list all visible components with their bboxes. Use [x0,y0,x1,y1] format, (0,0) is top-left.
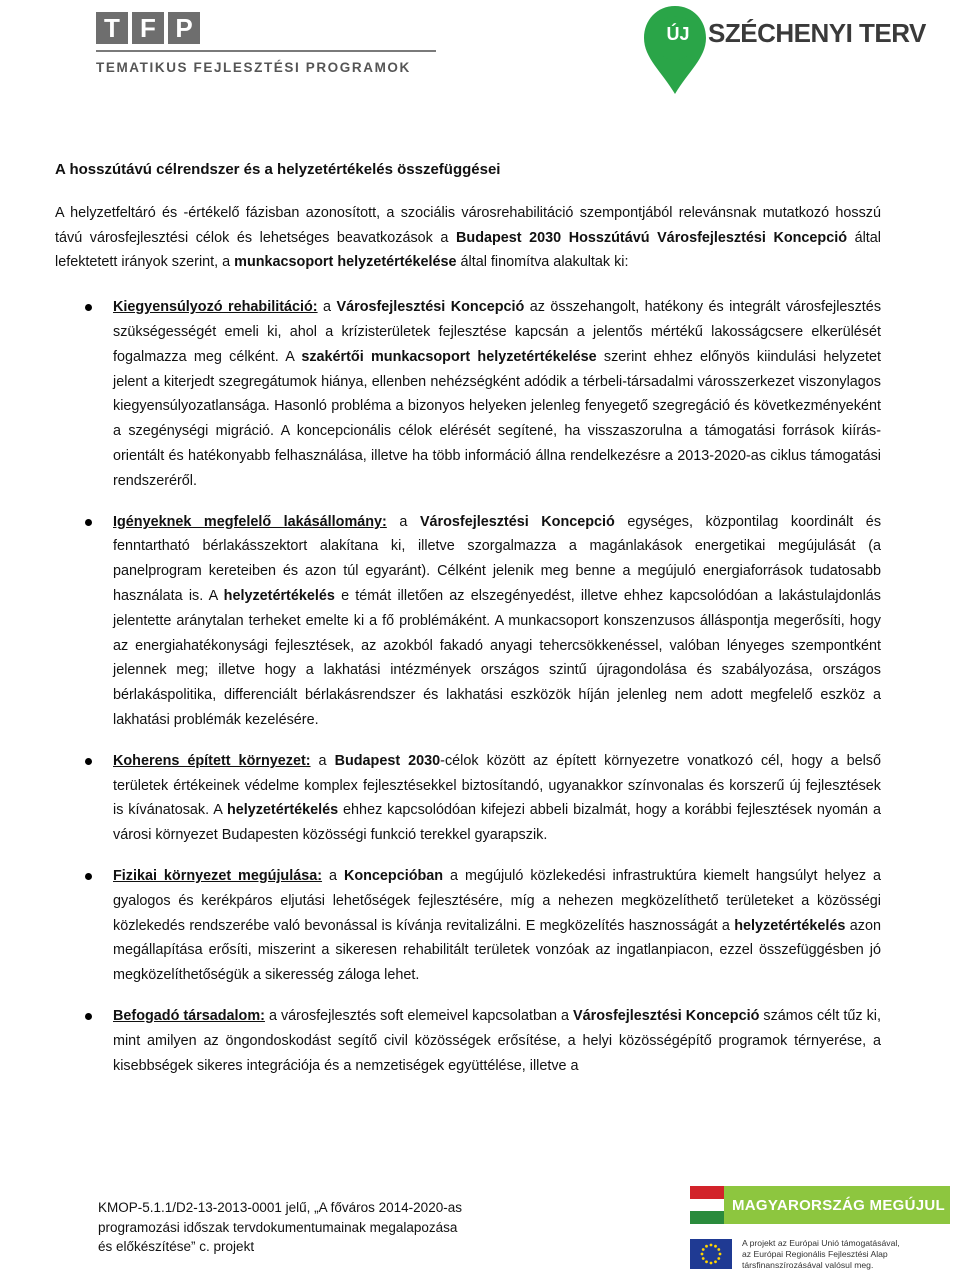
objective-bold: helyzetértékelés [223,587,335,604]
objective-item [55,864,881,988]
objective-item [55,295,881,493]
eu-line: A projekt az Európai Unió támogatásával, [742,1237,900,1248]
eu-funding-notice [690,1232,958,1276]
footer-line: programozási időszak tervdokumentumainak megalapozása [98,1219,458,1235]
tfp-subtitle: TEMATIKUS FEJLESZTÉSI PROGRAMOK [96,50,436,75]
objective-text: szerint ehhez előnyös kiindulási helyzetet jelent a kiterjedt szegregátumok hiánya, ellenben nehézségként adódik a térbeli-társadalmi városszerkezet viszonylagos kiegyensúlyozatlansága. Hasonló probléma a bizonyos helyeken jelenleg fenyegető szegregáció és következményeként a szegénységi migráció. A koncepcionális célok elérését segítené, ha visszaszorulna a támogatási források kiírás-orientált és hatékonyabb felhasználása, illetve ha több információ állna rendelkezésre a 2013-2020-as ciklus támogatási rendszeréről. [113,348,882,489]
objective-text: a [317,299,337,316]
objective-text: e témát illetően az elszegényedést, illetve ehhez kapcsolódóan a lakástulajdonlás jelentette aránytalan terheket emelte ki a fő problémáként. A munkacsoport konszenzusos álláspontja megerősíti, hogy az energiahatékonysági fejlesztések, az azokból fakadó anyagi tehercsökkenéssel, valóban lényeges szempontként jelennek meg; illetve hogy a lakhatási intézmények országos szintű újragondolása és szabályozása, országos bérlakáspolitika, differenciált bérlakásrendszer és lakhatási eszközök híján jelenleg nem adott megfelelő eszköz a lakhatási problémák kezelésére. [113,587,881,728]
szechenyi-name: SZÉCHENYI TERV [708,18,926,48]
intro-text-3: által finomítva alakultak ki: [456,254,629,271]
objective-text: a [322,867,344,884]
objective-bold: Városfejlesztési Koncepció [573,1007,760,1024]
footer-line: és előkészítése” c. projekt [98,1239,255,1254]
bullet-icon [85,1013,92,1020]
magyarorszag-megujul-logo [690,1186,950,1224]
objective-text: azon megállapítása erősíti, miszerint a sikeresen rehabilitált területek vonzóak az ingatlanpiacon, ezzel összefüggésben jó megközelíthetőségük a sikeresség záloga lehet. [113,917,881,984]
objective-bold: szakértői munkacsoport helyzetértékelése [301,348,597,365]
objective-bold: Budapest 2030 [334,752,441,769]
objective-bold: Városfejlesztési Koncepció [419,513,615,530]
objective-bold: Városfejlesztési Koncepció [336,299,525,316]
objective-item [55,749,881,848]
objective-heading: Befogadó társadalom: [113,1007,265,1024]
objective-text: -célok között az épített környezetre vonatkozó cél, hogy a belső területek értékeinek védelme komplex fejlesztésekkel biztosítandó, ugyanakkor színvonalas és korszerű új fejlesztések is kívánatosak. A [113,752,882,819]
objective-text: a [386,513,420,530]
objective-item [55,1004,881,1078]
footer-line: KMOP-5.1.1/D2-13-2013-0001 jelű, „A főváros 2014-2020-as [98,1200,462,1215]
objective-text: az összehangolt, hatékony és integrált városfejlesztés szükségességét emeli ki, ahol a krízisterületek fejlesztése kapcsán a jelentős mértékű lakosságcsere elkerülését fogalmazza meg célként. A [113,299,882,365]
objective-text: a városfejlesztés soft elemeivel kapcsolatban a [264,1007,573,1024]
intro-text-2: által lefektetett irányok szerint, a [55,229,881,271]
objective-text: ehhez kapcsolódóan kifejezi abbeli bizalmát, hogy a korábbi fejlesztések nyomán a városi környezet Budapesten közösségi funkció terekkel gyarapszik. [113,802,881,844]
objective-text: a [310,752,335,769]
eu-flag-icon [690,1239,732,1269]
objective-heading: Fizikai környezet megújulása: [113,867,323,884]
intro-bold-1: Budapest 2030 Hosszútávú Városfejlesztési Koncepció [456,229,848,246]
bullet-icon [85,873,92,880]
magyarorszag-megujul-label: MAGYARORSZÁG MEGÚJUL [724,1186,950,1224]
page-header [0,0,960,110]
objective-item [55,510,881,733]
szechenyi-pin-icon [640,2,710,98]
bullet-icon [85,758,92,765]
objective-text: egységes, központilag koordinált és fenntartható bérlakásszektort alakítana ki, illetve szorgalmazza a magánlakások energetikai megújulását (a panelprogram kereteiben és azon túl egyaránt). Célként jelenik meg benne a megújuló energiaforrások tudatosabb használata is. A [113,513,882,604]
eu-line: az Európai Regionális Fejlesztési Alap [742,1248,888,1259]
eu-funding-text [742,1238,900,1271]
tfp-letter-row [96,12,436,44]
intro-text-1: A helyzetfeltáró és -értékelő fázisban azonosított, a szociális városrehabilitáció szempontjából relevánsnak mutatkozó hosszú távú városfejlesztési célok és lehetséges beavatkozások a [55,204,881,246]
intro-paragraph [55,201,881,275]
szechenyi-terv-logo [640,2,960,102]
objective-text: a megújuló közlekedési infrastruktúra kiemelt hangsúlyt helyez a gyalogos és kerékpáros eljutási lehetőségek fejlesztésére, míg a nehezen megközelíthető területeket a közösségi közlekedés rendszerébe való bevonással is kívánja revitalizálni. E megközelítés hasznosságát a [113,867,882,934]
intro-bold-2: munkacsoport helyzetértékelése [234,254,457,271]
objective-heading: Koherens épített környezet: [113,752,311,769]
eu-line: társfinanszírozásával valósul meg. [742,1259,874,1270]
objective-bold: Koncepcióban [343,867,444,884]
objective-heading: Kiegyensúlyozó rehabilitáció: [113,299,318,316]
objective-list [55,295,881,1078]
objective-text: számos célt tűz ki, mint amilyen az öngondoskodást segítő civil közösségek erősítése, a helyi közösségépítő programok térnyerése, a kisebbségek sikeres integrációja és a nemzetiségek együttélése, illetve a [113,1007,881,1074]
hungarian-flag-icon [690,1186,724,1224]
objective-bold: helyzetértékelés [734,917,846,934]
tfp-letter-f: F [132,12,164,44]
project-footer [98,1198,538,1257]
section-title: A hosszútávú célrendszer és a helyzetértékelés összefüggései [55,161,501,178]
tfp-logo [96,12,436,75]
szechenyi-badge: ÚJ [666,24,690,44]
objective-bold: helyzetértékelés [226,802,339,819]
bullet-icon [85,519,92,526]
objective-heading: Igényeknek megfelelő lakásállomány: [113,513,387,530]
tfp-letter-p: P [168,12,200,44]
tfp-letter-t: T [96,12,128,44]
bullet-icon [85,304,92,311]
document-body [55,158,881,1094]
